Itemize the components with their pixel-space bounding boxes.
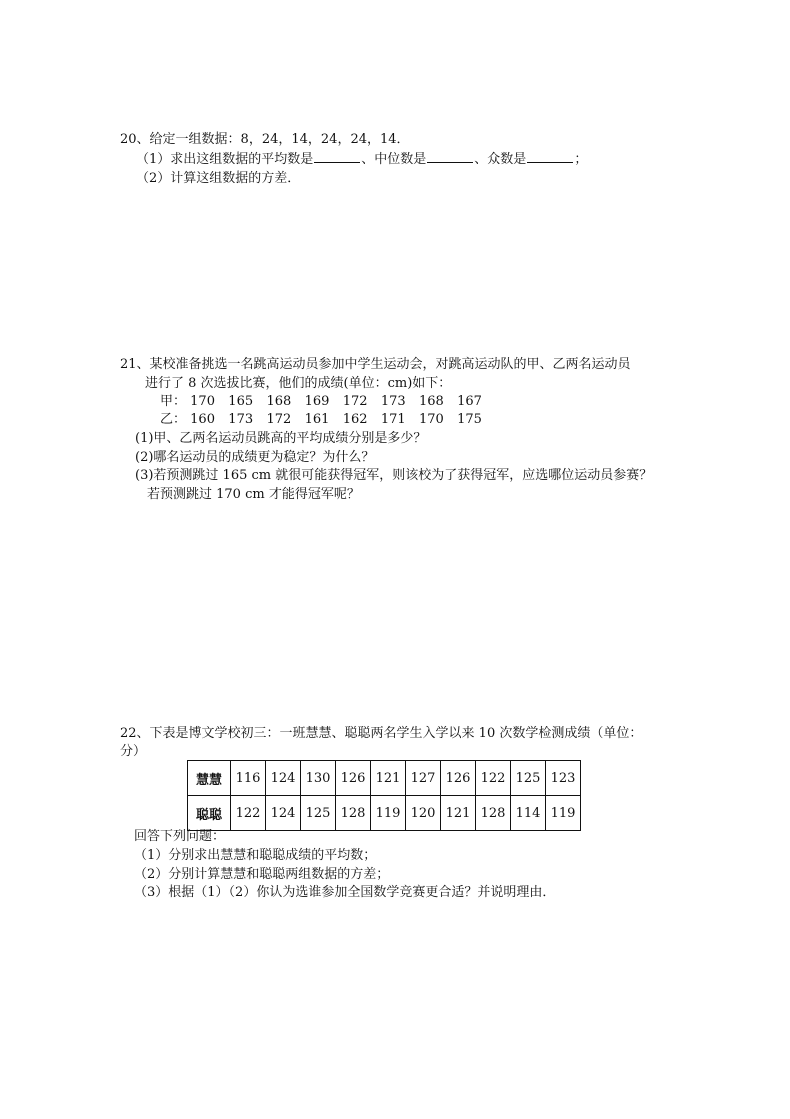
q21-jia-row: [160, 393, 491, 410]
median-blank[interactable]: [427, 150, 473, 163]
score-cell: 128: [476, 796, 511, 831]
q22-part2: （2）分别计算慧慧和聪聪两组数据的方差；: [134, 867, 390, 882]
score-cell: 125: [511, 761, 546, 796]
scores-table: [187, 760, 581, 831]
jia-value: 167: [457, 394, 482, 409]
q21-stem-cont: 进行了 8 次选拔比赛，他们的成绩(单位：cm)如下：: [145, 376, 452, 391]
q20-stem: 20、给定一组数据：8，24，14，24，24，14．: [120, 132, 410, 147]
student-name: 聪聪: [188, 796, 231, 831]
jia-value: 172: [342, 394, 368, 409]
q20-part1-text-d: ；: [574, 152, 588, 167]
yi-value: 173: [228, 412, 254, 427]
yi-value: 170: [419, 412, 444, 427]
jia-value: 169: [304, 394, 330, 409]
yi-value: 175: [457, 412, 482, 427]
q22-stem-cont: 分）: [120, 744, 147, 759]
q22-part3: （3）根据（1）（2）你认为选谁参加全国数学竞赛更合适？并说明理由．: [134, 885, 556, 900]
score-cell: 126: [441, 761, 476, 796]
score-cell: 119: [371, 796, 406, 831]
student-name: 慧慧: [188, 761, 231, 796]
q20-part1-text-a: （1）求出这组数据的平均数是: [136, 152, 314, 167]
q21-part1: (1)甲、乙两名运动员跳高的平均成绩分别是多少？: [135, 431, 427, 446]
yi-value: 162: [342, 412, 368, 427]
mean-blank[interactable]: [314, 150, 360, 163]
score-cell: 121: [371, 761, 406, 796]
score-cell: 114: [511, 796, 546, 831]
jia-value: 173: [380, 394, 406, 409]
score-cell: 125: [301, 796, 336, 831]
score-cell: 123: [546, 761, 581, 796]
table-row: [188, 761, 581, 796]
score-cell: 119: [546, 796, 581, 831]
score-cell: 128: [336, 796, 371, 831]
yi-value: 161: [304, 412, 330, 427]
q20-part2: （2）计算这组数据的方差．: [136, 171, 301, 186]
score-cell: 116: [231, 761, 266, 796]
jia-value: 165: [228, 394, 254, 409]
q22-stem: 22、下表是博文学校初三：一班慧慧、聪聪两名学生入学以来 10 次数学检测成绩（单位：: [120, 726, 643, 741]
mode-blank[interactable]: [527, 150, 573, 163]
score-cell: 121: [441, 796, 476, 831]
yi-value: 171: [380, 412, 406, 427]
q21-part3: (3)若预测跳过 165 cm 就很可能获得冠军，则该校为了获得冠军，应选哪位运动员参赛？: [135, 468, 653, 483]
jia-value: 168: [419, 394, 444, 409]
score-cell: 122: [231, 796, 266, 831]
q21-stem: 21、某校准备挑选一名跳高运动员参加中学生运动会，对跳高运动队的甲、乙两名运动员: [120, 357, 631, 372]
q21-part3-cont: 若预测跳过 170 cm 才能得冠军呢？: [147, 487, 360, 502]
q22-answer-intro: 回答下列问题：: [134, 829, 226, 844]
score-cell: 126: [336, 761, 371, 796]
score-cell: 124: [266, 796, 301, 831]
jia-value: 168: [266, 394, 292, 409]
jia-label: 甲：: [160, 394, 187, 409]
score-cell: 120: [406, 796, 441, 831]
q20-part1-text-b: 、中位数是: [361, 152, 427, 167]
score-cell: 122: [476, 761, 511, 796]
jia-value: 170: [190, 394, 215, 409]
q21-yi-row: [160, 411, 491, 428]
q21-part2: (2)哪名运动员的成绩更为稳定？为什么？: [135, 450, 375, 465]
yi-value: 172: [266, 412, 292, 427]
yi-value: 160: [190, 412, 215, 427]
q20-part1: [136, 150, 587, 168]
q20-part1-text-c: 、众数是: [474, 152, 527, 167]
score-cell: 127: [406, 761, 441, 796]
q22-part1: （1）分别求出慧慧和聪聪成绩的平均数；: [134, 848, 377, 863]
score-cell: 130: [301, 761, 336, 796]
yi-label: 乙：: [160, 412, 187, 427]
score-cell: 124: [266, 761, 301, 796]
table-row: [188, 796, 581, 831]
